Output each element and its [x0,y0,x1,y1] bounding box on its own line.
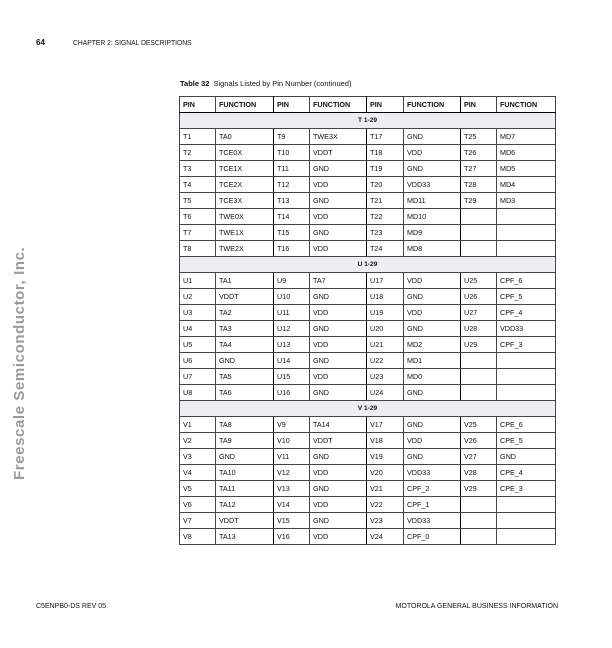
function-cell: GND [404,321,461,337]
pin-cell: U24 [367,385,404,401]
function-cell: VDD [404,273,461,289]
section-header-row [180,257,556,273]
function-cell: TA13 [216,529,274,545]
pin-cell: T27 [461,161,497,177]
function-cell: TWE1X [216,225,274,241]
table-row [180,417,556,433]
function-cell: VDDT [310,433,367,449]
function-cell: MD8 [404,241,461,257]
pin-cell: V8 [180,529,216,545]
function-cell: TA10 [216,465,274,481]
pin-cell: T19 [367,161,404,177]
pin-cell: U16 [274,385,310,401]
pin-cell: T28 [461,177,497,193]
function-cell: MD11 [404,193,461,209]
pin-cell: T16 [274,241,310,257]
column-header: FUNCTION [310,97,367,113]
function-cell: TCE2X [216,177,274,193]
column-header: PIN [274,97,310,113]
pin-cell: T21 [367,193,404,209]
function-cell [497,241,556,257]
pin-cell: T29 [461,193,497,209]
pin-cell: T20 [367,177,404,193]
pin-cell: V29 [461,481,497,497]
pin-cell: U8 [180,385,216,401]
table-row [180,225,556,241]
function-cell: GND [216,449,274,465]
table-row [180,209,556,225]
function-cell: TWE3X [310,129,367,145]
pin-cell: U11 [274,305,310,321]
section-title: U 1-29 [180,257,556,273]
pin-cell: U2 [180,289,216,305]
pin-cell: T15 [274,225,310,241]
table-row [180,353,556,369]
function-cell: VDD [404,433,461,449]
function-cell: VDD33 [404,465,461,481]
function-cell: TWE0X [216,209,274,225]
function-cell [497,353,556,369]
pin-cell: V5 [180,481,216,497]
pin-cell: U23 [367,369,404,385]
function-cell: MD3 [497,193,556,209]
column-header: FUNCTION [216,97,274,113]
pin-cell: V12 [274,465,310,481]
table-row [180,129,556,145]
function-cell [497,225,556,241]
pin-cell: T7 [180,225,216,241]
function-cell: TA12 [216,497,274,513]
column-header: PIN [461,97,497,113]
function-cell: MD5 [497,161,556,177]
pin-cell: V19 [367,449,404,465]
function-cell: CPE_5 [497,433,556,449]
function-cell: VDD [310,369,367,385]
pin-cell: U5 [180,337,216,353]
function-cell: GND [404,385,461,401]
pin-cell: V26 [461,433,497,449]
pin-cell [461,529,497,545]
function-cell: GND [310,449,367,465]
pin-cell: U14 [274,353,310,369]
function-cell: CPF_4 [497,305,556,321]
pin-cell: V21 [367,481,404,497]
table-row [180,481,556,497]
function-cell [497,369,556,385]
function-cell: CPF_0 [404,529,461,545]
column-header: PIN [180,97,216,113]
function-cell: VDD [310,497,367,513]
function-cell: VDDT [216,513,274,529]
function-cell: GND [310,193,367,209]
function-cell: GND [216,353,274,369]
pin-cell: U27 [461,305,497,321]
function-cell: CPF_6 [497,273,556,289]
pin-cell: V4 [180,465,216,481]
pin-cell: T25 [461,129,497,145]
function-cell: GND [310,481,367,497]
function-cell: TCE3X [216,193,274,209]
pin-cell: T4 [180,177,216,193]
pin-cell: V9 [274,417,310,433]
table-row [180,145,556,161]
table-row [180,305,556,321]
pin-cell: V23 [367,513,404,529]
function-cell: CPF_3 [497,337,556,353]
pin-cell: V25 [461,417,497,433]
pin-cell: T2 [180,145,216,161]
pin-cell: U28 [461,321,497,337]
pin-cell: V22 [367,497,404,513]
function-cell: GND [404,449,461,465]
function-cell: GND [310,513,367,529]
function-cell: VDD [404,145,461,161]
pin-cell: T12 [274,177,310,193]
signals-table [179,96,556,545]
function-cell: MD1 [404,353,461,369]
function-cell: CPF_1 [404,497,461,513]
table-row [180,369,556,385]
table-row [180,193,556,209]
footer-classification: MOTOROLA GENERAL BUSINESS INFORMATION [395,603,558,610]
function-cell: VDD [310,209,367,225]
pin-cell: V18 [367,433,404,449]
table-row [180,241,556,257]
pin-cell: U1 [180,273,216,289]
table-row [180,289,556,305]
function-cell: VDD [310,305,367,321]
table-row [180,321,556,337]
function-cell: CPE_4 [497,465,556,481]
function-cell: VDD [310,177,367,193]
pin-cell: U6 [180,353,216,369]
function-cell: CPE_3 [497,481,556,497]
function-cell: GND [404,417,461,433]
pin-cell: U22 [367,353,404,369]
chapter-title: CHAPTER 2: SIGNAL DESCRIPTIONS [73,38,192,47]
function-cell: TCE0X [216,145,274,161]
function-cell: GND [497,449,556,465]
function-cell: VDDT [310,145,367,161]
function-cell: VDD [310,529,367,545]
table-caption [180,79,351,88]
page-number: 64 [36,38,45,47]
pin-cell: V14 [274,497,310,513]
pin-cell: U9 [274,273,310,289]
pin-cell: V16 [274,529,310,545]
pin-cell: V11 [274,449,310,465]
column-header: FUNCTION [404,97,461,113]
pin-cell: U26 [461,289,497,305]
table-row [180,177,556,193]
function-cell [497,209,556,225]
pin-cell [461,225,497,241]
table-row [180,449,556,465]
function-cell: GND [310,353,367,369]
pin-cell: V24 [367,529,404,545]
function-cell: TA0 [216,129,274,145]
function-cell: VDD33 [404,177,461,193]
pin-cell: T5 [180,193,216,209]
function-cell [497,529,556,545]
function-cell: TA9 [216,433,274,449]
function-cell: VDDT [216,289,274,305]
function-cell: MD4 [497,177,556,193]
pin-cell [461,369,497,385]
section-title: T 1-29 [180,113,556,129]
function-cell: MD10 [404,209,461,225]
pin-cell: T22 [367,209,404,225]
pin-cell: U20 [367,321,404,337]
pin-cell: V6 [180,497,216,513]
column-header: PIN [367,97,404,113]
function-cell: TA1 [216,273,274,289]
function-cell: TA4 [216,337,274,353]
pin-cell [461,513,497,529]
column-header: FUNCTION [497,97,556,113]
pin-cell: V2 [180,433,216,449]
pin-cell: U4 [180,321,216,337]
pin-cell: U18 [367,289,404,305]
pin-cell: T14 [274,209,310,225]
function-cell: TA11 [216,481,274,497]
function-cell: TA8 [216,417,274,433]
pin-cell: T17 [367,129,404,145]
table-row [180,433,556,449]
pin-cell: T8 [180,241,216,257]
table-row [180,385,556,401]
pin-cell [461,497,497,513]
function-cell: GND [310,385,367,401]
section-header-row [180,401,556,417]
function-cell: GND [404,289,461,305]
function-cell: TWE2X [216,241,274,257]
function-cell: GND [310,225,367,241]
table-row [180,529,556,545]
pin-cell [461,353,497,369]
pin-cell: T23 [367,225,404,241]
function-cell: MD9 [404,225,461,241]
pin-cell: T11 [274,161,310,177]
pin-cell: U12 [274,321,310,337]
section-header-row [180,113,556,129]
pin-cell: U17 [367,273,404,289]
table-row [180,513,556,529]
table-row [180,161,556,177]
section-title: V 1-29 [180,401,556,417]
function-cell: TA7 [310,273,367,289]
function-cell: TA3 [216,321,274,337]
pin-cell: V27 [461,449,497,465]
table-row [180,273,556,289]
pin-cell: T13 [274,193,310,209]
function-cell: CPE_6 [497,417,556,433]
pin-cell: V28 [461,465,497,481]
table-row [180,497,556,513]
pin-cell: T26 [461,145,497,161]
function-cell: TA14 [310,417,367,433]
document-id: C5ENPB0-DS REV 05 [36,603,107,610]
table-row [180,337,556,353]
function-cell: GND [310,321,367,337]
pin-cell: V10 [274,433,310,449]
pin-cell: T10 [274,145,310,161]
pin-cell: U3 [180,305,216,321]
pin-cell: T24 [367,241,404,257]
pin-cell: V7 [180,513,216,529]
function-cell: MD6 [497,145,556,161]
pin-cell: T9 [274,129,310,145]
function-cell: TA6 [216,385,274,401]
pin-cell: U25 [461,273,497,289]
function-cell: GND [404,161,461,177]
pin-cell: V3 [180,449,216,465]
table-header-row [180,97,556,113]
pin-cell: T6 [180,209,216,225]
function-cell: CPF_2 [404,481,461,497]
function-cell: VDD [404,305,461,321]
function-cell: TCE1X [216,161,274,177]
pin-cell: U13 [274,337,310,353]
function-cell: GND [310,161,367,177]
pin-cell: T18 [367,145,404,161]
function-cell [497,513,556,529]
pin-cell [461,209,497,225]
pin-cell: U15 [274,369,310,385]
function-cell: CPF_5 [497,289,556,305]
function-cell: MD7 [497,129,556,145]
pin-cell: U29 [461,337,497,353]
pin-cell: T3 [180,161,216,177]
pin-cell: V1 [180,417,216,433]
function-cell: TA5 [216,369,274,385]
function-cell: MD0 [404,369,461,385]
function-cell: VDD33 [404,513,461,529]
pin-cell [461,241,497,257]
function-cell: VDD33 [497,321,556,337]
table-title: Signals Listed by Pin Number (continued) [213,79,352,88]
table-label: Table 32 [180,79,210,88]
table-row [180,465,556,481]
function-cell: TA2 [216,305,274,321]
pin-cell: V13 [274,481,310,497]
function-cell: VDD [310,465,367,481]
pin-cell [461,385,497,401]
sidebar-vendor-text: Freescale Semiconductor, Inc. [11,246,28,480]
pin-cell: T1 [180,129,216,145]
pin-cell: V20 [367,465,404,481]
function-cell: VDD [310,241,367,257]
function-cell: GND [310,289,367,305]
pin-cell: V15 [274,513,310,529]
function-cell: GND [404,129,461,145]
pin-cell: U7 [180,369,216,385]
pin-cell: U19 [367,305,404,321]
pin-cell: V17 [367,417,404,433]
function-cell [497,497,556,513]
function-cell [497,385,556,401]
function-cell: VDD [310,337,367,353]
pin-cell: U10 [274,289,310,305]
pin-cell: U21 [367,337,404,353]
function-cell: MD2 [404,337,461,353]
